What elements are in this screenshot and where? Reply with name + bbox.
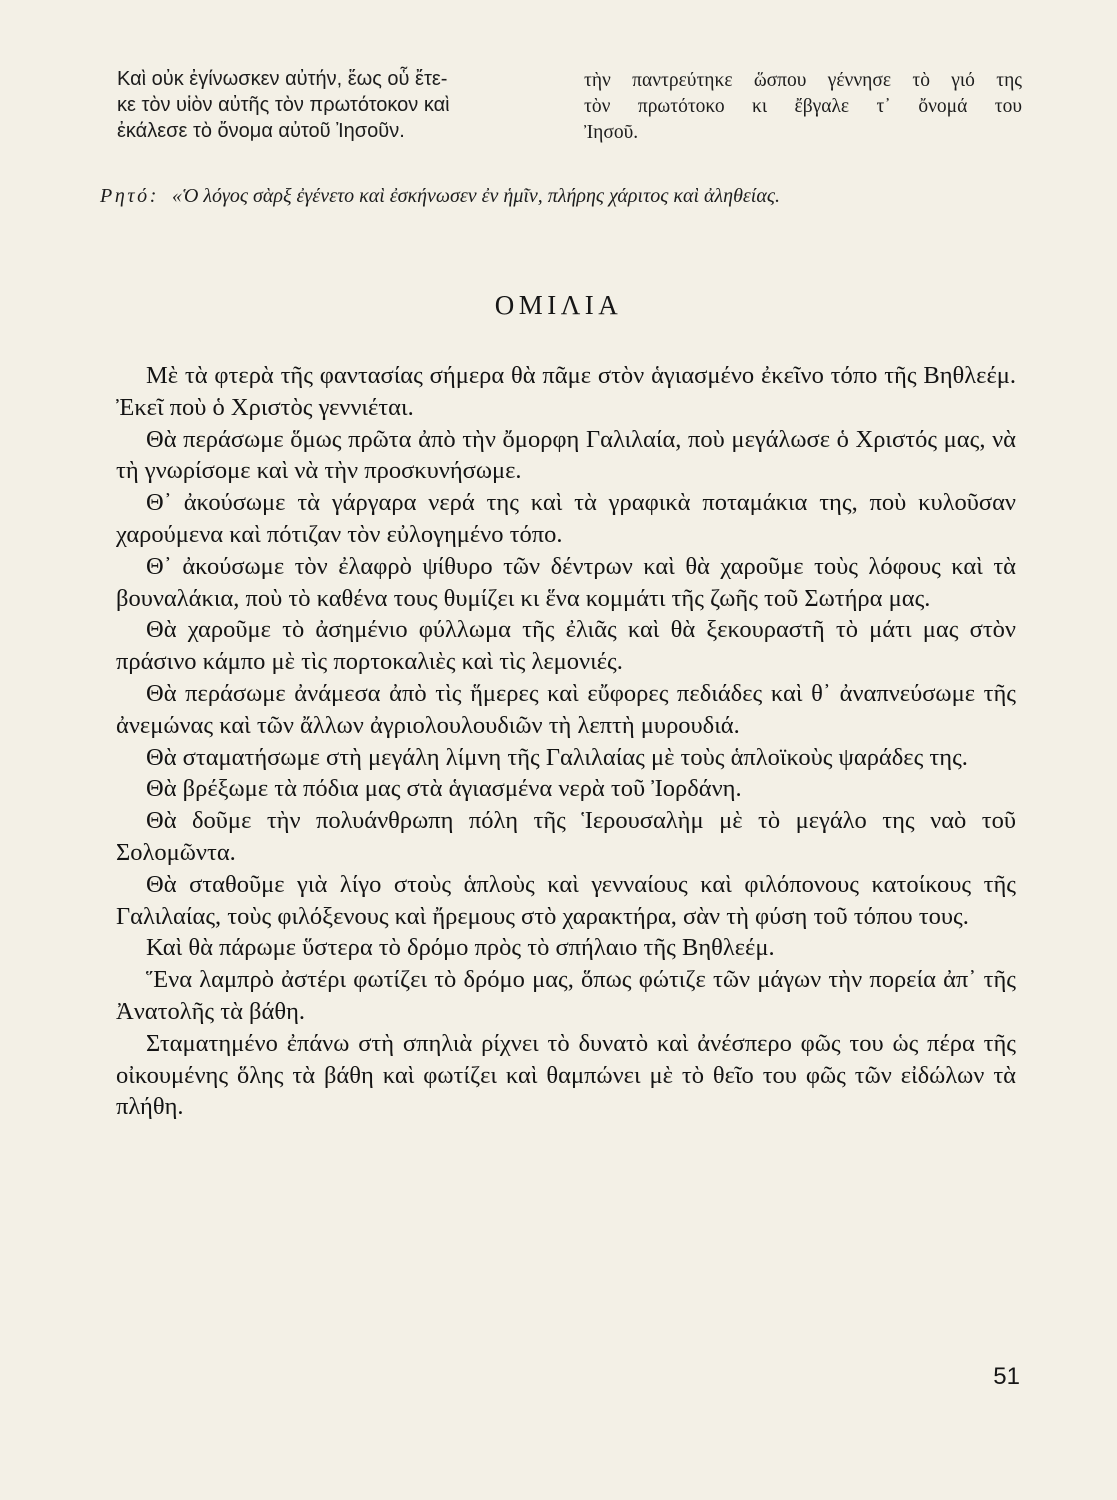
paragraph: Θὰ δοῦμε τὴν πολυάνθρωπη πόλη τῆς Ἱερουσαλὴμ μὲ τὸ μεγάλο της ναὸ τοῦ Σολομῶντα.	[116, 807, 1016, 866]
paragraph: Θὰ χαροῦμε τὸ ἀσημένιο φύλλωμα τῆς ἐλιᾶς καὶ θὰ ξεκουραστῆ τὸ μάτι μας στὸν πράσινο κάμπο μὲ τὶς πορτοκαλιὲς καὶ τὶς λεμονιές.	[116, 616, 1016, 676]
paragraph: Θὰ περάσωμε ὅμως πρῶτα ἀπὸ τὴν ὄμορφη Γαλιλαία, ποὺ μεγάλωσε ὁ Χριστός μας, νὰ τὴ γνωρίσομε καὶ νὰ τὴν προσκυνήσωμε.	[116, 425, 1016, 485]
ancient-line: κε τὸν υἱὸν αὐτῆς τὸν πρωτότοκον καὶ	[117, 94, 450, 116]
quote-label: Ρητό:	[100, 185, 159, 207]
modern-text-column	[584, 68, 1022, 146]
modern-line: τὴν παντρεύτηκε ὥσπου γέννησε τὸ γιό της	[584, 70, 1022, 91]
modern-line: Ἰησοῦ.	[584, 122, 639, 143]
ancient-line: ἐκάλεσε τὸ ὄνομα αὐτοῦ Ἰησοῦν.	[117, 120, 405, 142]
paragraph: Θὰ σταθοῦμε γιὰ λίγο στοὺς ἁπλοὺς καὶ γενναίους καὶ φιλόπονους κατοίκους τῆς Γαλιλαίας, τοὺς φιλόξενους καὶ ἤρεμους στὸ χαρακτήρα, σὰν τὴ φύση τοῦ τόπου τους.	[116, 870, 1016, 930]
paragraph: Θ᾿ ἀκούσωμε τὸν ἐλαφρὸ ψίθυρο τῶν δέντρων καὶ θὰ χαροῦμε τοὺς λόφους καὶ τὰ βουναλάκια, ποὺ τὸ καθένα τους θυμίζει κι ἕνα κομμάτι τῆς ζωῆς τοῦ Σωτήρα μας.	[116, 552, 1016, 612]
paragraph: Μὲ τὰ φτερὰ τῆς φαντασίας σήμερα θὰ πᾶμε στὸν ἁγιασμένο ἐκεῖνο τόπο τῆς Βηθλεέμ. Ἐκεῖ ποὺ ὁ Χριστὸς γεννιέται.	[116, 362, 1016, 421]
quote-text: «Ὁ λόγος σὰρξ ἐγένετο καὶ ἐσκήνωσεν ἐν ἡμῖν, πλήρης χάριτος καὶ ἀληθείας.	[171, 185, 780, 207]
ancient-text-column	[117, 66, 537, 144]
paragraph: Σταματημένο ἐπάνω στὴ σπηλιὰ ρίχνει τὸ δυνατὸ καὶ ἀνέσπερο φῶς του ὡς πέρα τῆς οἰκουμένης ὅλης τὰ βάθη καὶ φωτίζει καὶ θαμπώνει μὲ τὸ θεῖο του φῶς τῶν εἰδώλων τὰ πλήθη.	[116, 1029, 1016, 1121]
section-title: ΟΜΙΛΙΑ	[494, 290, 623, 320]
paragraph: Θὰ σταματήσωμε στὴ μεγάλη λίμνη τῆς Γαλιλαίας μὲ τοὺς ἁπλοϊκοὺς ψαράδες της.	[146, 743, 968, 771]
scripture-quote	[100, 185, 1040, 208]
ancient-line: Καὶ οὐκ ἐγίνωσκεν αὐτήν, ἕως οὗ ἔτε-	[117, 68, 448, 90]
paragraph: Θ᾿ ἀκούσωμε τὰ γάργαρα νερά της καὶ τὰ γραφικὰ ποταμάκια της, ποὺ κυλοῦσαν χαρούμενα καὶ πότιζαν τὸν εὐλογημένο τόπο.	[116, 489, 1016, 548]
paragraph: Καὶ θὰ πάρωμε ὕστερα τὸ δρόμο πρὸς τὸ σπήλαιο τῆς Βηθλεέμ.	[146, 934, 775, 962]
paragraph: Θὰ περάσωμε ἀνάμεσα ἀπὸ τὶς ἥμερες καὶ εὔφορες πεδιάδες καὶ θ᾿ ἀναπνεύσωμε τῆς ἀνεμώνας καὶ τῶν ἄλλων ἀγριολουλουδιῶν τὴ λεπτὴ μυρουδιά.	[116, 679, 1016, 739]
verse-columns	[117, 66, 1022, 156]
modern-line: τὸν πρωτότοκο κι ἔβγαλε τ᾿ ὄνομά του	[584, 96, 1022, 117]
paragraph: Ἕνα λαμπρὸ ἀστέρι φωτίζει τὸ δρόμο μας, ὅπως φώτιζε τῶν μάγων τὴν πορεία ἀπ᾿ τῆς Ἀνατολῆς τὰ βάθη.	[116, 966, 1016, 1025]
page-number: 51	[993, 1363, 1020, 1390]
homily-body	[116, 360, 1016, 1123]
paragraph: Θὰ βρέξωμε τὰ πόδια μας στὰ ἁγιασμένα νερὰ τοῦ Ἰορδάνη.	[146, 775, 742, 803]
